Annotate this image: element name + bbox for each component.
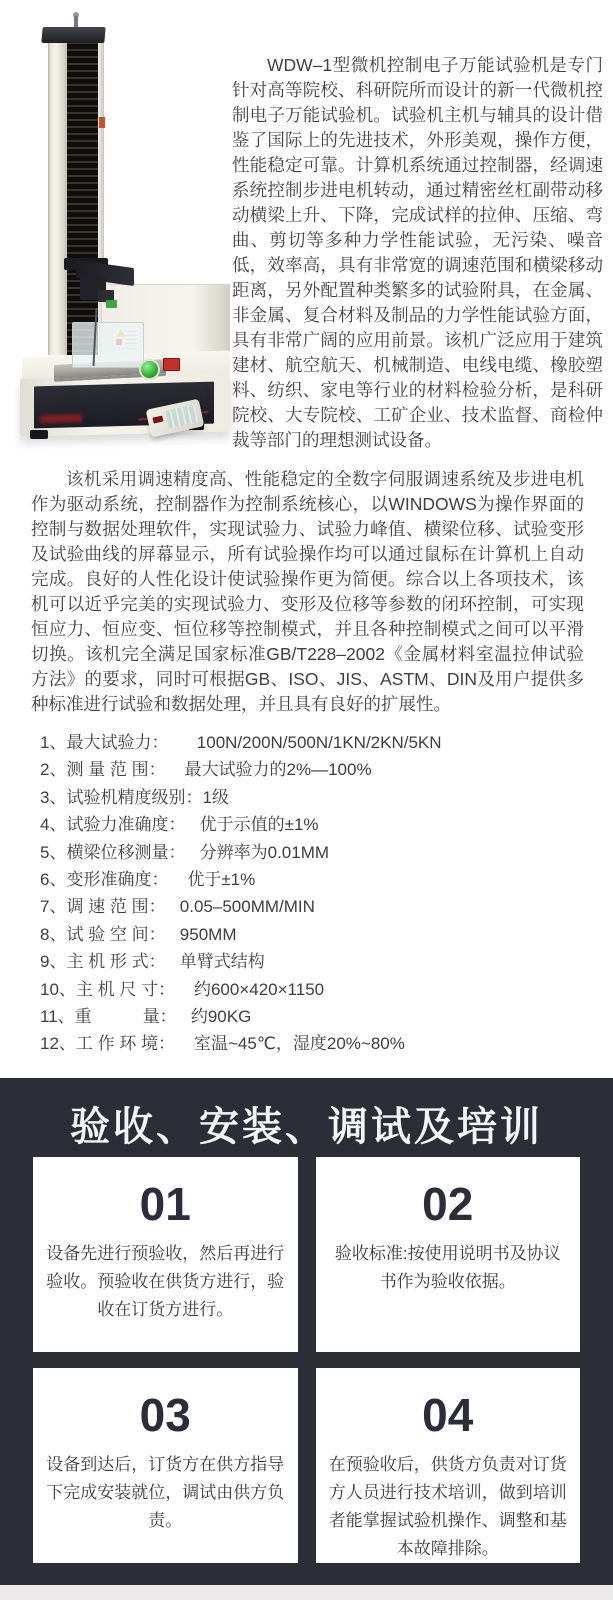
machine-grip-label — [106, 300, 117, 308]
card-text: 设备先进行预验收，然后再进行验收。预验收在供货方进行，验收在订货方进行。 — [46, 1244, 285, 1319]
card-number: 02 — [422, 1178, 474, 1230]
spec-row-force-accuracy: 4、试验力准确度： 优于示值的±1% — [40, 815, 319, 835]
training-section — [0, 1078, 613, 1585]
training-section-title: 验收、安装、调试及培训 — [70, 1105, 543, 1149]
machine-foot — [30, 430, 48, 439]
spec-row-deform-accuracy: 6、变形准确度： 优于±1% — [40, 870, 256, 890]
card-number: 01 — [139, 1178, 191, 1230]
spec-row-frame-type: 9、主 机 形 式： 单臂式结构 — [40, 952, 265, 972]
card-number: 03 — [139, 1389, 191, 1441]
spec-row-max-force: 1、最大试验力： 100N/200N/500N/1KN/2KN/5KN — [40, 733, 442, 752]
card-text: 设备到达后，订货方在供方指导下完成安装就位，调试由供方负责。 — [46, 1455, 285, 1530]
machine-top-cap — [41, 27, 105, 43]
description-paragraph: 该机采用调速精度高、性能稳定的全数字伺服调速系统及步进电机作为驱动系统，控制器作为控制系统核心，以WINDOWS为操作界面的控制与数据处理软件，实现试验力、试验力峰值、横梁位移、试验变形及试验曲线的屏幕显示，所有试验操作均可以通过鼠标在计算机上自动完成。良好的人性化设计使试验操作更为简便。综合以上各项技术，该机可以近乎完美的实现试验力、变形及位移等参数的闭环控制，可实现恒应力、恒应变、恒位移等控制模式，并且各种控制模式之间可以平滑切换。该机完全满足国家标准GB/T228–2002《金属材料室温拉伸试验方法》的要求，同时可根据GB、ISO、JIS、ASTM、DIN及用户提供多种标准进行试验和数据处理，并且具有良好的扩展性。 — [31, 469, 584, 714]
spec-row-weight: 11、重 量： 约90KG — [40, 1007, 252, 1027]
card-number: 04 — [422, 1389, 474, 1441]
machine-green-button — [141, 361, 158, 378]
training-card-4 — [316, 1368, 581, 1563]
spec-row-environment: 12、工 作 环 境： 室温~45℃，湿度20%~80% — [40, 1034, 405, 1054]
machine-orange-sticker — [99, 117, 105, 128]
machine-brand-mark — [40, 414, 82, 423]
training-card-2 — [316, 1157, 581, 1352]
footer-strip — [0, 1585, 613, 1600]
card-text: 在预验收后，供货方负责对订货方人员进行技术培训，做到培训者能掌握试验机操作、调整和基本故障排除。 — [328, 1455, 567, 1558]
machine-sample-box — [72, 322, 144, 368]
remote-display — [152, 416, 163, 424]
remote-keypad — [165, 405, 198, 429]
spec-row-speed-range: 7、调 速 范 围： 0.05–500MM/MIN — [40, 897, 315, 917]
machine-red-switch — [163, 358, 180, 371]
spec-list — [40, 729, 590, 1058]
machine-column-frame — [48, 42, 67, 355]
card-text: 验收标准:按使用说明书及协议书作为验收依据。 — [334, 1244, 561, 1291]
intro-paragraph: WDW–1型微机控制电子万能试验机是专门针对高等院校、科研院所而设计的新一代微机控制电子万能试验机。试验机主机与辅具的设计借鉴了国际上的先进技术，外形美观，操作方便，性能稳定可靠。计算机系统通过控制器，经调速系统控制步进电机转动，通过精密丝杠副带动移动横梁上升、下降，完成试样的拉伸、压缩、弯曲、剪切等多种力学性能试验，无污染、噪音低，效率高，具有非常宽的调速范围和横梁移动距离，另外配置种类繁多的试验附具，在金属、非金属、复合材料及制品的力学性能试验方面，具有非常广阔的应用前景。该机广泛应用于建筑建材、航空航天、机械制造、电线电缆、橡胶塑料、纺织、家电等行业的材料检验分析，是科研院校、大专院校、工矿企业、技术监督、商检仲裁等部门的理想测试设备。 — [232, 55, 603, 450]
spec-row-measure-range: 2、测 量 范 围： 最大试验力的2%—100% — [40, 760, 372, 780]
training-card-1 — [33, 1157, 298, 1352]
spec-row-accuracy-class: 3、试验机精度级别：1级 — [40, 787, 229, 807]
training-card-3 — [33, 1368, 298, 1563]
spec-row-test-space: 8、试 验 空 间： 950MM — [40, 924, 237, 944]
machine-column-track — [67, 42, 98, 355]
product-photo — [14, 10, 232, 446]
spec-row-dimensions: 10、主 机 尺 寸： 约600×420×1150 — [40, 979, 325, 999]
spec-row-beam-displacement: 5、横梁位移测量： 分辨率为0.01MM — [40, 842, 330, 862]
training-cards — [33, 1157, 580, 1563]
